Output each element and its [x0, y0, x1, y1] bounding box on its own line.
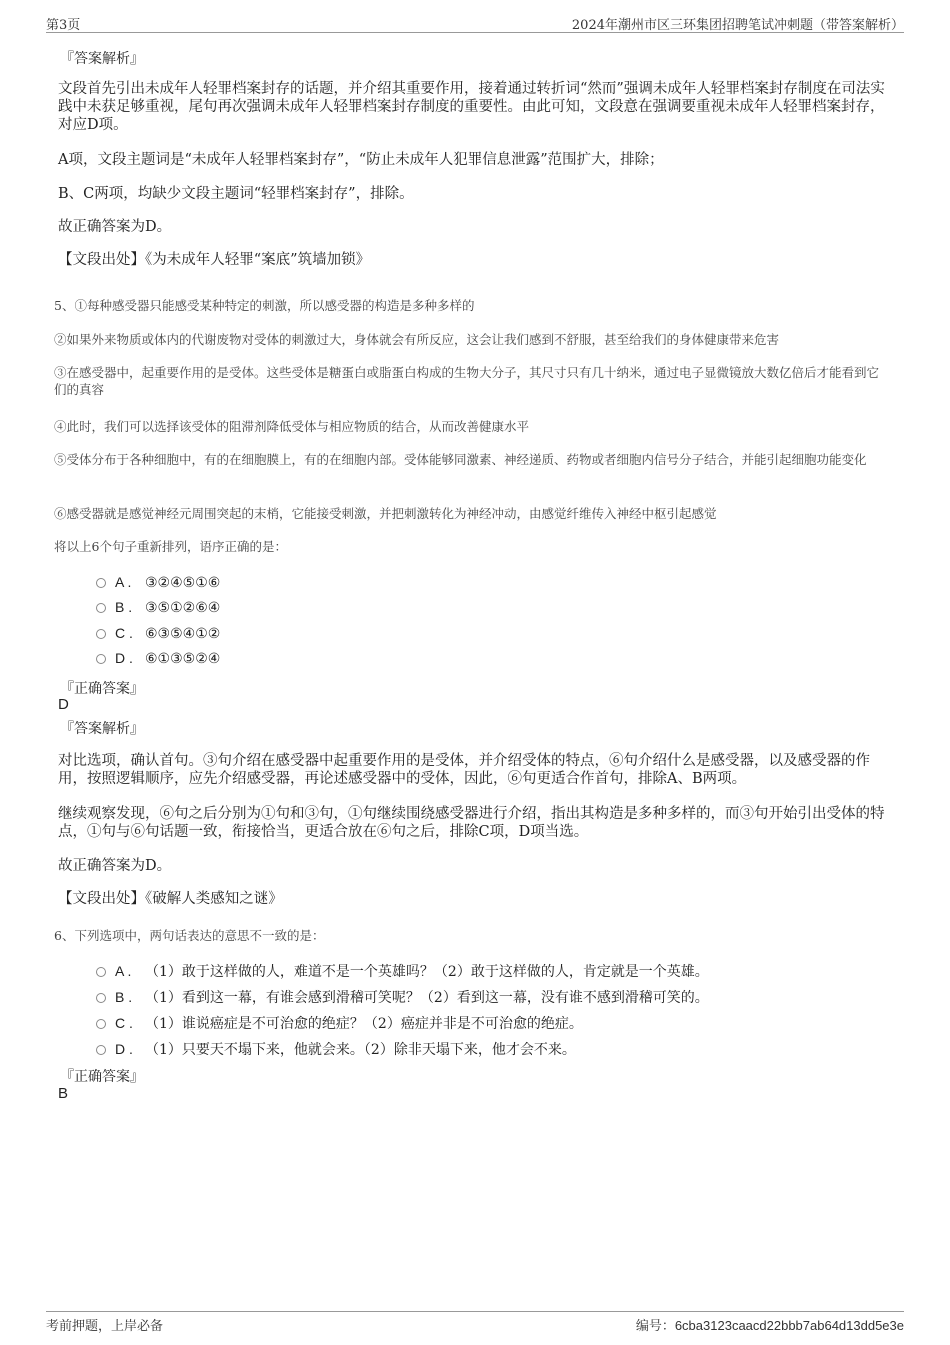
q6-stem: 6、下列选项中，两句话表达的意思不一致的是：	[54, 928, 325, 943]
page-number: 第3页	[46, 18, 81, 33]
option-text: ③②④⑤①⑥	[145, 575, 221, 591]
q4-analysis-para-4: 故正确答案为D。	[58, 219, 172, 235]
option-letter: A .	[115, 574, 132, 590]
q6-option-d[interactable]	[96, 1039, 576, 1059]
code-label: 编号：	[635, 1319, 675, 1334]
option-text: （1）敢于这样做的人，难道不是一个英雄吗？（2）敢于这样做的人，肯定就是一个英雄。	[145, 964, 709, 980]
radio-icon[interactable]	[96, 629, 106, 639]
option-text: ⑥③⑤④①②	[145, 626, 221, 642]
option-letter: B .	[115, 599, 133, 615]
q6-correct-label: 『正确答案』	[60, 1069, 144, 1085]
option-letter: D .	[115, 1041, 133, 1057]
q4-analysis-para-3: B、C两项，均缺少文段主题词“轻罪档案封存”，排除。	[58, 186, 414, 202]
q5-option-a[interactable]	[96, 574, 220, 591]
q5-correct-label: 『正确答案』	[60, 681, 144, 697]
q5-analysis-para-3: 故正确答案为D。	[58, 858, 172, 874]
q5-answer: D	[58, 696, 69, 713]
q6-option-c[interactable]	[96, 1013, 583, 1033]
document-title: 2024年潮州市区三环集团招聘笔试冲刺题（带答案解析）	[571, 18, 904, 33]
q5-source: 【文段出处】《破解人类感知之谜》	[58, 891, 283, 907]
q6-option-a[interactable]	[96, 961, 709, 981]
option-letter: A .	[115, 963, 132, 979]
q5-analysis-label: 『答案解析』	[60, 721, 144, 737]
option-letter: C .	[115, 625, 133, 641]
q5-option-c[interactable]	[96, 625, 220, 642]
radio-icon[interactable]	[96, 967, 106, 977]
q5-stem: 5、①每种感受器只能感受某种特定的刺激，所以感受器的构造是多种多样的	[54, 298, 475, 313]
radio-icon[interactable]	[96, 578, 106, 588]
q5-option-b[interactable]	[96, 599, 220, 616]
q5-analysis-para-2: 继续观察发现，⑥句之后分别为①句和③句，①句继续围绕感受器进行介绍，指出其构造是多种多样的，而③句开始引出受体的特点，①句与⑥句话题一致，衔接恰当，更适合放在⑥句之后，排除C项，D项当选。	[58, 806, 885, 840]
q4-analysis-para-1: 文段首先引出未成年人轻罪档案封存的话题，并介绍其重要作用，接着通过转折词“然而”强调未成年人轻罪档案封存制度在司法实践中未获足够重视，尾句再次强调未成年人轻罪档案封存制度的重要性。由此可知，文段意在强调要重视未成年人轻罪档案封存，对应D项。	[58, 81, 885, 133]
q6-option-b[interactable]	[96, 987, 709, 1007]
q5-sentence-2: ②如果外来物质或体内的代谢废物对受体的刺激过大，身体就会有所反应，这会让我们感到不舒服，甚至给我们的身体健康带来危害	[54, 332, 780, 347]
radio-icon[interactable]	[96, 1019, 106, 1029]
q6-answer: B	[58, 1085, 69, 1102]
radio-icon[interactable]	[96, 603, 106, 613]
q4-analysis-para-2: A项，文段主题词是“未成年人轻罪档案封存”，“防止未成年人犯罪信息泄露”范围扩大，排除；	[58, 152, 664, 168]
document-code	[636, 1315, 904, 1334]
q5-analysis-para-1: 对比选项，确认首句。③句介绍在感受器中起重要作用的是受体，并介绍受体的特点，⑥句介绍什么是感受器，以及感受器的作用，按照逻辑顺序，应先介绍感受器，再论述感受器中的受体，因此，⑥句更适合作首句，排除A、B两项。	[58, 753, 870, 787]
option-text: （1）看到这一幕，有谁会感到滑稽可笑呢？（2）看到这一幕，没有谁不感到滑稽可笑的。	[145, 990, 709, 1006]
q5-sentence-6: ⑥感受器就是感觉神经元周围突起的末梢，它能接受刺激，并把刺激转化为神经冲动，由感觉纤维传入神经中枢引起感觉	[54, 506, 717, 521]
radio-icon[interactable]	[96, 1045, 106, 1055]
q5-sentence-5: ⑤受体分布于各种细胞中，有的在细胞膜上，有的在细胞内部。受体能够同激素、神经递质、药物或者细胞内信号分子结合，并能引起细胞功能变化	[54, 452, 867, 467]
option-letter: D .	[115, 650, 133, 666]
q5-prompt: 将以上6个句子重新排列，语序正确的是：	[54, 539, 287, 554]
option-letter: B .	[115, 989, 133, 1005]
option-text: ③⑤①②⑥④	[145, 600, 221, 616]
radio-icon[interactable]	[96, 993, 106, 1003]
option-text: （1）只要天不塌下来，他就会来。（2）除非天塌下来，他才会不来。	[145, 1042, 576, 1058]
option-text: ⑥①③⑤②④	[145, 651, 221, 667]
q4-source: 【文段出处】《为未成年人轻罪“案底”筑墙加锁》	[58, 252, 371, 268]
option-letter: C .	[115, 1015, 133, 1031]
code-value: 6cba3123caacd22bbb7ab64d13dd5e3e	[674, 1318, 904, 1333]
option-text: （1）谁说癌症是不可治愈的绝症？（2）癌症并非是不可治愈的绝症。	[145, 1016, 583, 1032]
radio-icon[interactable]	[96, 654, 106, 664]
page-footer	[46, 1311, 904, 1336]
footer-slogan: 考前押题，上岸必备	[46, 1319, 164, 1334]
q5-option-d[interactable]	[96, 650, 220, 667]
q4-analysis-label: 『答案解析』	[60, 51, 144, 67]
q5-sentence-4: ④此时，我们可以选择该受体的阻滞剂降低受体与相应物质的结合，从而改善健康水平	[54, 419, 530, 434]
page-header	[46, 12, 904, 33]
q5-sentence-3: ③在感受器中，起重要作用的是受体。这些受体是糖蛋白或脂蛋白构成的生物大分子，其尺寸只有几十纳米，通过电子显微镜放大数亿倍后才能看到它们的真容	[54, 365, 880, 397]
